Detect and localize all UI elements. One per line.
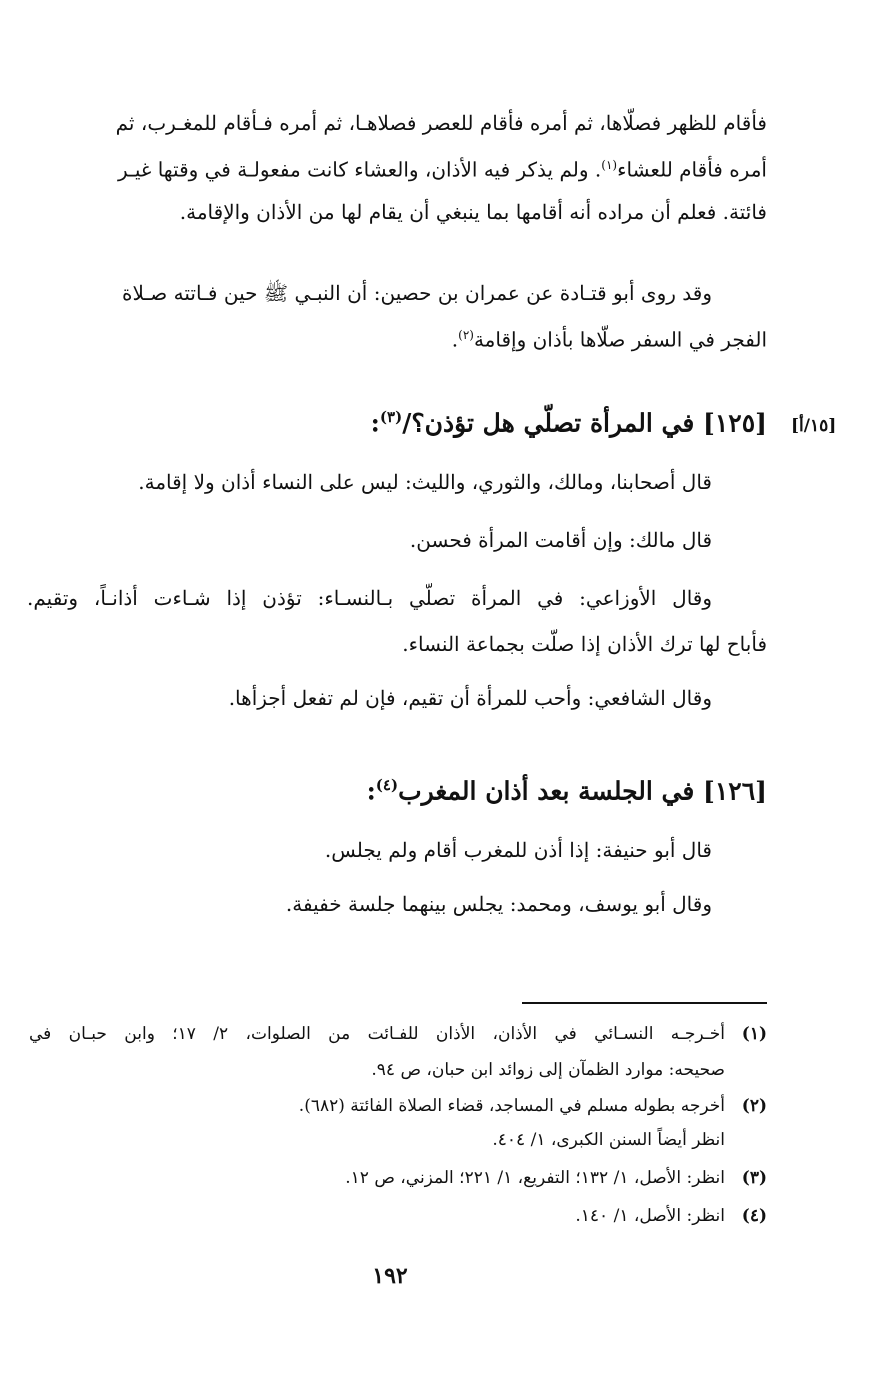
text-line: وقال أبو يوسف، ومحمد: يجلس بينهما جلسة خفيفة.	[285, 892, 712, 916]
section-number: [١٢٦]	[703, 776, 767, 806]
footnote-text: صحيحه: موارد الظمآن إلى زوائد ابن حبان، ص ٩٤.	[371, 1060, 725, 1080]
footnote-number: (٣)	[741, 1168, 767, 1188]
section-number: [١٢٥]	[703, 408, 767, 438]
section-heading-125	[371, 408, 767, 437]
footnote-ref[interactable]: (٤)	[375, 776, 399, 794]
text-line: وقال الأوزاعي: في المرأة تصلّي بـالنسـاء: تؤذن إذا شـاءت أذانـاً، وتقيم.	[27, 586, 712, 610]
footnote-ref[interactable]: (٢)	[458, 328, 474, 342]
paragraph-hadith	[122, 272, 767, 361]
footnote-ref[interactable]: (٣)	[379, 408, 403, 426]
text-line: قال مالك: وإن أقامت المرأة فحسن.	[409, 528, 712, 552]
heading-colon: :	[366, 776, 376, 806]
heading-separator: /	[402, 408, 412, 438]
text-line: فأباح لها ترك الأذان إذا صلّت بجماعة النساء.	[402, 632, 767, 656]
page-number: ١٩٢	[372, 1263, 408, 1289]
text-line: وقد روى أبو قتـادة عن عمران بن حصين: أن النبـي ﷺ حين فـاتته صـلاة	[122, 281, 712, 305]
footnote-divider	[522, 1002, 767, 1004]
text-line: قال أبو حنيفة: إذا أذن للمغرب أقام ولم يجلس.	[324, 838, 712, 862]
text-line-with-footnote	[117, 144, 767, 191]
text-segment: . ولم يذكر فيه الأذان، والعشاء كانت مفعولـة في وقتها غيـر	[117, 157, 602, 182]
paragraph-continuation	[115, 102, 767, 233]
text-segment: الفجر في السفر صلّاها بأذان وإقامة	[473, 327, 767, 352]
section-heading-126	[367, 776, 767, 805]
footnote-text: انظر: الأصل، ١/ ١٤٠.	[575, 1206, 725, 1226]
text-segment: .	[451, 327, 459, 352]
footnote-text: انظر أيضاً السنن الكبرى، ١/ ٤٠٤.	[492, 1130, 725, 1150]
text-line: قال أصحابنا، ومالك، والثوري، والليث: ليس على النساء أذان ولا إقامة.	[138, 470, 712, 494]
footnote-text: انظر: الأصل، ١/ ١٣٢؛ التفريع، ١/ ٢٢١؛ المزني، ص ١٢.	[345, 1168, 725, 1188]
footnote-ref[interactable]: (١)	[601, 158, 618, 172]
section-title: في الجلسة بعد أذان المغرب	[398, 776, 695, 806]
footnote-text: أخـرجـه النسـائي في الأذان، الأذان للفـائت من الصلوات، ٢/ ١٧؛ وابن حبـان في	[29, 1024, 725, 1044]
text-segment: أمره فأقام للعشاء	[617, 157, 767, 182]
footnote-number: (١)	[741, 1024, 767, 1044]
footnote-number: (٤)	[741, 1206, 767, 1226]
text-line-with-footnote	[122, 314, 767, 361]
text-line: وقال الشافعي: وأحب للمرأة أن تقيم، فإن لم تفعل أجزأها.	[228, 686, 712, 710]
text-line: فائتة. فعلم أن مراده أنه أقامها بما ينبغي أن يقام لها من الأذان والإقامة.	[179, 199, 767, 224]
text-line: فأقام للظهر فصلّاها، ثم أمره فأقام للعصر فصلاهـا، ثم أمره فـأقام للمغـرب، ثم	[115, 111, 767, 135]
section-title: في المرأة تصلّي هل تؤذن؟	[411, 408, 695, 438]
heading-colon: :	[370, 408, 380, 438]
footnote-text: أخرجه بطوله مسلم في المساجد، قضاء الصلاة الفائتة (٦٨٢).	[298, 1096, 725, 1116]
footnote-number: (٢)	[741, 1096, 767, 1116]
manuscript-folio-ref: [١٥/أ]	[791, 416, 837, 436]
